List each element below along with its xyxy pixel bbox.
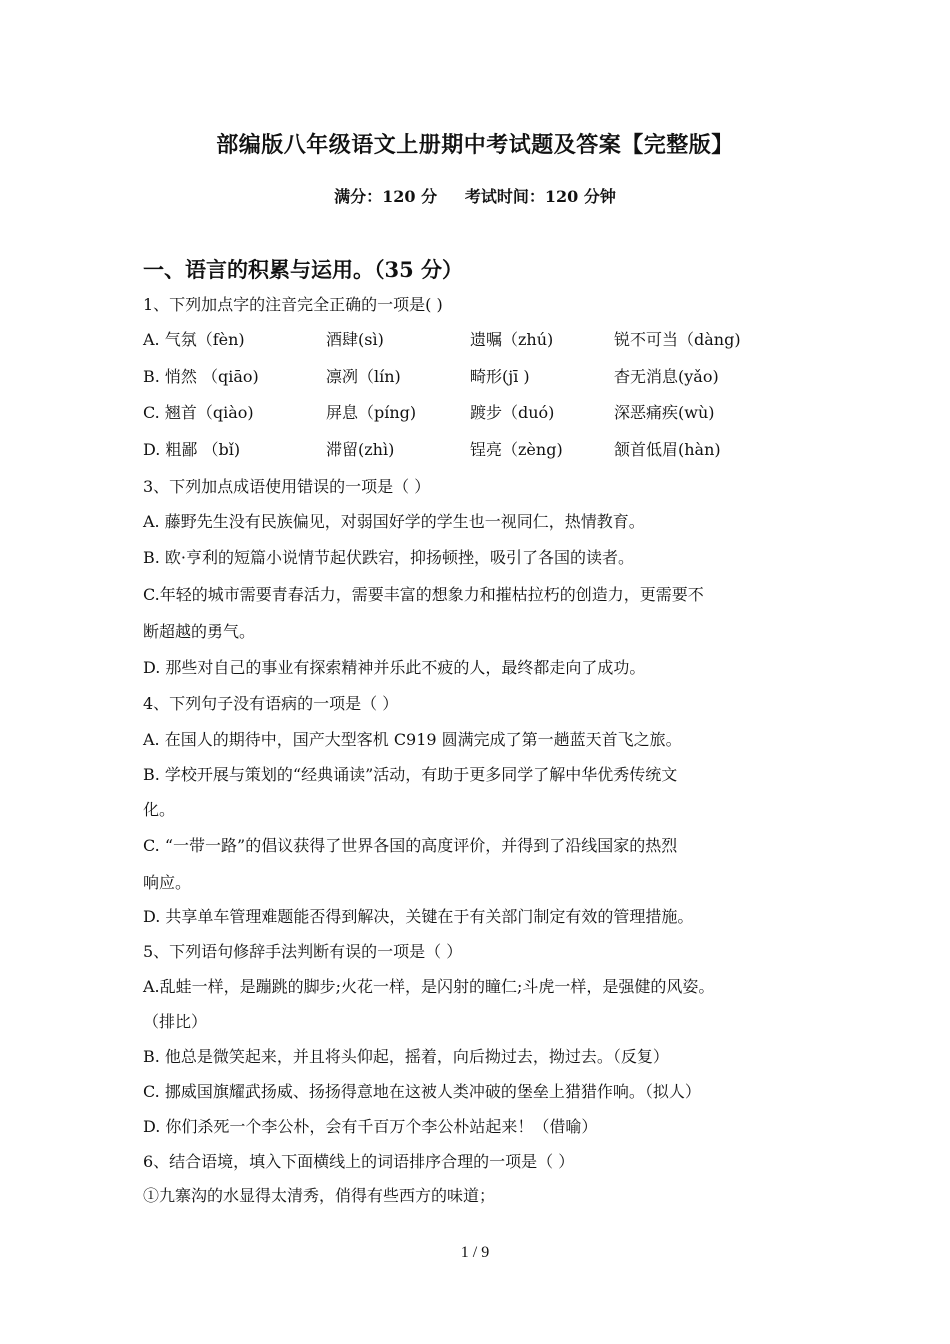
option-cell: 杳无消息(yǎo) — [614, 367, 719, 386]
question-6-sentence-1: ①九寨沟的水显得太清秀，俏得有些西方的味道； — [143, 1186, 496, 1205]
option-cell: 酒肆(sì) — [326, 330, 384, 349]
question-4-option-a: A. 在国人的期待中，国产大型客机 C919 圆满完成了第一趟蓝天首飞之旅。 — [143, 730, 682, 749]
question-3-option-d: D. 那些对自己的事业有探索精神并乐此不疲的人，最终都走向了成功。 — [143, 658, 646, 677]
page-number: 1 / 9 — [460, 1244, 490, 1261]
option-cell: C. 翘首（qiào) — [143, 403, 254, 422]
question-1-stem: 1、下列加点字的注音完全正确的一项是( ) — [143, 295, 443, 314]
question-4-option-b: B. 学校开展与策划的“经典诵读”活动，有助于更多同学了解中华优秀传统文 — [143, 765, 678, 784]
option-cell: 锐不可当（dàng) — [614, 330, 741, 349]
document-title: 部编版八年级语文上册期中考试题及答案【完整版】 — [216, 132, 734, 158]
question-5-option-b: B. 他总是微笑起来，并且将头仰起，摇着，向后拗过去，拗过去。（反复） — [143, 1047, 669, 1066]
question-3-option-c: C.年轻的城市需要青春活力，需要丰富的想象力和摧枯拉朽的创造力，更需要不 — [143, 585, 704, 604]
option-cell: 畸形(jī ) — [470, 367, 530, 386]
question-4-option-c: C. “一带一路”的倡议获得了世界各国的高度评价，并得到了沿线国家的热烈 — [143, 836, 678, 855]
option-cell: 凛冽（lín) — [326, 367, 401, 386]
score-time-info: 满分：120 分 考试时间：120 分钟 — [334, 187, 616, 206]
option-cell: 屏息（píng) — [326, 403, 417, 422]
option-cell: 锃亮（zèng) — [470, 440, 563, 459]
question-5-option-a-cont: （排比） — [143, 1012, 208, 1031]
question-4-option-b-cont: 化。 — [143, 800, 176, 819]
question-5-option-a: A.乱蛙一样，是蹦跳的脚步;火花一样，是闪射的瞳仁;斗虎一样，是强健的风姿。 — [143, 977, 715, 996]
option-cell: 深恶痛疾(wù) — [614, 403, 715, 422]
option-cell: 遗嘱（zhú) — [470, 330, 554, 349]
question-4-option-d: D. 共享单车管理难题能否得到解决，关键在于有关部门制定有效的管理措施。 — [143, 907, 694, 926]
question-3-stem: 3、下列加点成语使用错误的一项是（ ） — [143, 477, 431, 496]
question-4-option-c-cont: 响应。 — [143, 873, 192, 892]
question-5-option-c: C. 挪威国旗耀武扬威、扬扬得意地在这被人类冲破的堡垒上猎猎作响。（拟人） — [143, 1082, 701, 1101]
question-3-option-a: A. 藤野先生没有民族偏见，对弱国好学的学生也一视同仁，热情教育。 — [143, 512, 645, 531]
option-cell: 滞留(zhì) — [326, 440, 395, 459]
option-cell: B. 悄然 （qiāo) — [143, 367, 259, 386]
question-5-stem: 5、下列语句修辞手法判断有误的一项是（ ） — [143, 942, 463, 961]
question-3-option-c-cont: 断超越的勇气。 — [143, 622, 256, 641]
option-cell: 踱步（duó) — [470, 403, 555, 422]
option-cell: A. 气氛（fèn) — [143, 330, 245, 349]
question-4-stem: 4、下列句子没有语病的一项是（ ） — [143, 694, 399, 713]
question-3-option-b: B. 欧·亨利的短篇小说情节起伏跌宕，抑扬顿挫，吸引了各国的读者。 — [143, 548, 635, 567]
option-cell: 颔首低眉(hàn) — [614, 440, 721, 459]
question-6-stem: 6、结合语境，填入下面横线上的词语排序合理的一项是（ ） — [143, 1152, 575, 1171]
section-heading: 一、语言的积累与运用。（35 分） — [143, 257, 464, 282]
question-5-option-d: D. 你们杀死一个李公朴，会有千百万个李公朴站起来！（借喻） — [143, 1117, 598, 1136]
option-cell: D. 粗鄙 （bǐ) — [143, 440, 241, 459]
